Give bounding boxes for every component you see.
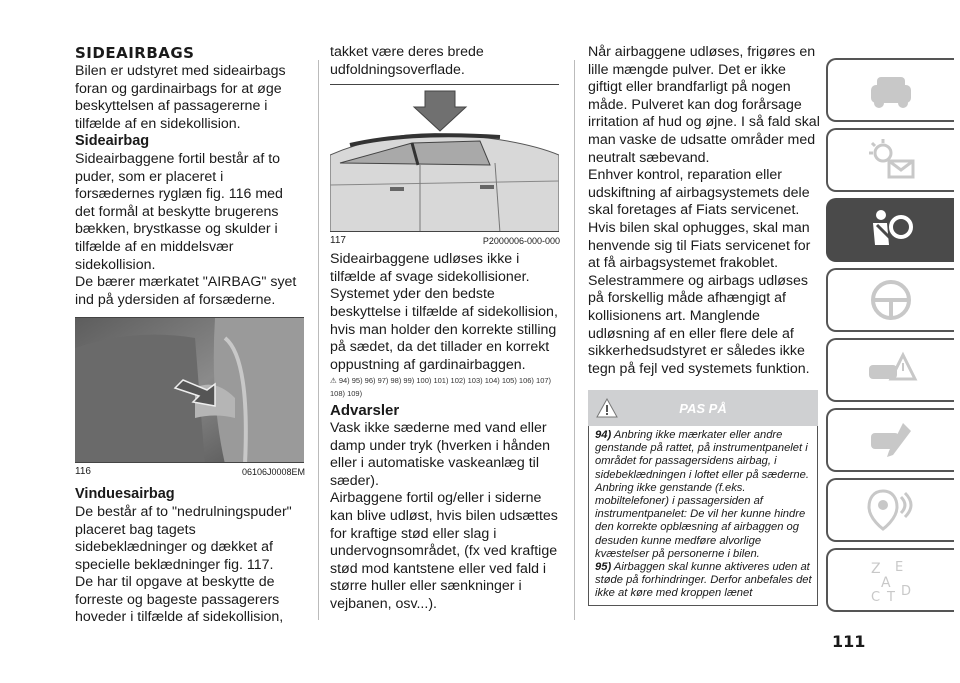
subheading-advarsler: Advarsler xyxy=(330,402,400,420)
figure-caption xyxy=(75,463,305,478)
tab-emergency[interactable] xyxy=(826,338,954,402)
warning-text: Airbaggen skal kunne aktiveres uden at støde på forhindringer. Derfor anbefales det ikke at køre med kroppen lænet xyxy=(595,561,812,600)
warning-references xyxy=(330,374,560,400)
paragraph: Når airbaggene udløses, frigøres en lille mængde pulver. Det er ikke giftigt eller brandfarligt på nogen måde. Pulveret kan dog forårsage irritation af hud og øjne. I så fald skal man vaske de udsatte områder med neutralt sæbevand. xyxy=(588,44,820,166)
column-3 xyxy=(588,44,820,378)
figure-number: 117 xyxy=(330,235,346,247)
intro-paragraph: Bilen er udstyret med sideairbags foran og gardinairbags for at øge beskyttelsen af passagererne i tilfælde af en sidekollision. xyxy=(75,63,286,132)
figure-number: 116 xyxy=(75,466,91,478)
multimedia-icon xyxy=(863,485,919,535)
svg-text:C: C xyxy=(871,590,881,605)
warning-number: 95) xyxy=(595,561,612,574)
warning-text: Anbring ikke mærkater eller andre genstande på rattet, på instrumentpanelet i området for passagersidens airbag, i sidebeklædningen i loftet eller på sæderne. Anbring ikke genstande (f.eks. mobiltelefoner) i passagersiden af instrumentpanelet: De vil her kunne hindre den korrekte opblæsning af airbaggen og desuden kunne medføre alvorlige kvæstelser på personerne i bilen. xyxy=(595,429,809,560)
paragraph: Systemet yder den bedste beskyttelse i tilfælde af sidekollision, hvis man holder den korrekte stilling på sædet, da det tillader en korrekt oppustning af gardinairbaggen. xyxy=(330,286,558,373)
paragraph: De bærer mærkatet "AIRBAG" syet ind på ydersiden af forsæderne. xyxy=(75,274,297,308)
paragraph: Enhver kontrol, reparation eller udskiftning af airbagsystemets dele skal foretages af Fiats servicenet. xyxy=(588,167,810,219)
car-dashboard-icon xyxy=(863,65,919,115)
paragraph: Sideairbaggene fortil består af to puder, som er placeret i forsædernes ryglæn fig. 116 med det formål at beskytte brugerens bækken, brystkasse og skulder i tilfælde af en middelsvær sidekollision. xyxy=(75,150,283,273)
warning-header xyxy=(588,390,818,426)
tab-steering[interactable] xyxy=(826,268,954,332)
tab-index[interactable] xyxy=(826,548,954,612)
column-divider xyxy=(318,60,319,620)
section-heading: SIDEAIRBAGS xyxy=(75,44,195,62)
svg-text:A: A xyxy=(881,575,891,591)
warning-body xyxy=(588,426,818,606)
seat-side-photo xyxy=(75,318,304,463)
subheading-sideairbag: Sideairbag xyxy=(75,133,150,150)
tab-warning-lights[interactable] xyxy=(826,128,954,192)
figure-caption xyxy=(330,232,560,247)
svg-text:D: D xyxy=(901,584,912,599)
paragraph: Selestrammere og airbags udløses på forskellig måde afhængigt af kollisionens art. Manglende udløsning af en eller flere dele af sikkerhedsudstyret er således ikke tegn på fejl ved systemets funktion. xyxy=(588,272,810,377)
tab-safety[interactable] xyxy=(826,198,954,262)
paragraph: De består af to "nedrulningspuder" placeret bag tagets sidebeklædninger og dækket af specielle beklædninger fig. 117. xyxy=(75,503,292,573)
column-1 xyxy=(75,44,305,627)
chapter-tabs xyxy=(826,58,960,618)
paragraph: Sideairbaggene udløses ikke i tilfælde af svage sidekollisioner. xyxy=(330,251,530,285)
svg-text:T: T xyxy=(887,590,895,605)
tab-car-dashboard[interactable] xyxy=(826,58,954,122)
tab-multimedia[interactable] xyxy=(826,478,954,542)
paragraph: Hvis bilen skal ophugges, skal man henvende sig til Fiats servicenet for at få airbagsystemet frakoblet. xyxy=(588,219,811,272)
figure-code: P2000006-000-000 xyxy=(482,236,560,247)
warning-lights-icon xyxy=(863,135,919,185)
column-2 xyxy=(330,44,560,613)
paragraph: De har til opgave at beskytte de forreste og bageste passagerers hoveder i tilfælde af sidekollision, xyxy=(75,574,284,626)
steering-icon xyxy=(863,275,919,325)
paragraph: Airbaggene fortil og/eller i siderne kan blive udløst, hvis bilen udsættes for kraftige stød eller slag i undervognsområdet, (fx ved kraftige stød mod kantstene eller ved fald i større huller eller sænkninger i vejbanen, osv...). xyxy=(330,490,558,612)
page-number: 111 xyxy=(832,632,866,651)
emergency-icon xyxy=(863,345,919,395)
paragraph: Vask ikke sæderne med vand eller damp under tryk (hverken i hånden eller i automatiske vaskeanlæg til sæder). xyxy=(330,419,551,489)
figure-117 xyxy=(330,84,559,232)
warning-box xyxy=(588,390,818,606)
paragraph: takket være deres brede udfoldningsoverflade. xyxy=(330,44,484,78)
tab-maintenance[interactable] xyxy=(826,408,954,472)
index-icon xyxy=(863,555,919,605)
references-text: 94) 95) 96) 97) 98) 99) 100) 101) 102) 103) 104) 105) 106) 107) 108) 109) xyxy=(330,376,552,399)
figure-code: 06106J0008EM xyxy=(241,467,305,478)
column-divider xyxy=(574,60,575,620)
svg-text:Z: Z xyxy=(871,561,881,577)
safety-airbag-icon xyxy=(863,205,919,255)
svg-text:E: E xyxy=(895,560,904,575)
arrow-down-icon xyxy=(414,91,466,131)
warning-title: PAS PÅ xyxy=(679,400,727,416)
figure-116 xyxy=(75,317,304,463)
subheading-vinduesairbag: Vinduesairbag xyxy=(75,486,175,503)
warning-triangle-icon: ⚠ xyxy=(330,376,339,386)
maintenance-icon xyxy=(863,415,919,465)
car-side-illustration xyxy=(330,85,559,232)
warning-number: 94) xyxy=(595,429,612,441)
